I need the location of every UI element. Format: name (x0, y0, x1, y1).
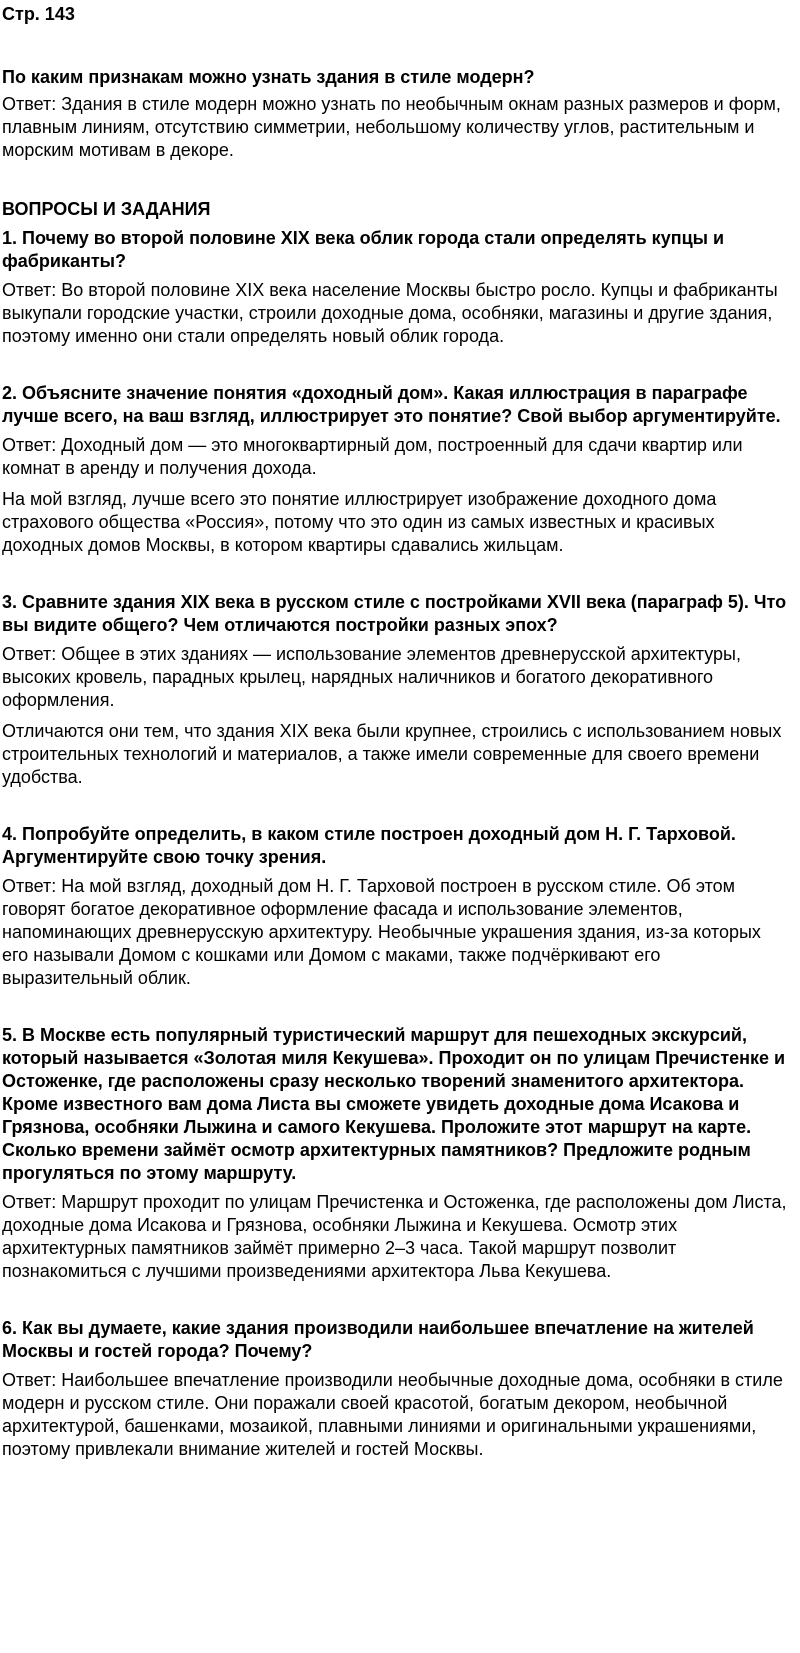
task-answer: Ответ: Общее в этих зданиях — использование элементов древнерусской архитектуры, высоких кровель, парадных крылец, нарядных наличников и богатого декоративного оформления. (2, 644, 741, 710)
task-question: 4. Попробуйте определить, в каком стиле построен доходный дом Н. Г. Тарховой. Аргументируйте свою точку зрения. (2, 824, 736, 867)
intro-answer: Ответ: Здания в стиле модерн можно узнать по необычным окнам разных размеров и форм, плавным линиям, отсутствию симметрии, небольшому количеству углов, растительным и морским мотивам в декоре. (2, 94, 781, 160)
task-answer: Ответ: Маршрут проходит по улицам Пречистенка и Остоженка, где расположены дом Листа, доходные дома Исакова и Грязнова, особняки Лыжина и Кекушева. Осмотр этих архитектурных памятников займёт примерно 2–3 часа. Такой маршрут позволит познакомиться с лучшими произведениями архитектора Льва Кекушева. (2, 1192, 787, 1281)
task-answer: На мой взгляд, лучше всего это понятие иллюстрирует изображение доходного дома страхового общества «Россия», потому что это один из самых известных и красивых доходных домов Москвы, в котором квартиры сдавались жильцам. (2, 489, 717, 555)
task-question: 1. Почему во второй половине XIX века облик города стали определять купцы и фабриканты? (2, 228, 725, 271)
task-question: 5. В Москве есть популярный туристический маршрут для пешеходных экскурсий, который называется «Золотая миля Кекушева». Проходит он по улицам Пречистенке и Остоженке, где расположены сразу несколько творений знаменитого архитектора. Кроме известного вам дома Листа вы сможете увидеть доходные дома Исакова и Грязнова, особняки Лыжина и самого Кекушева. Проложите этот маршрут на карте. Сколько времени займёт осмотр архитектурных памятников? Предложите родным прогуляться по этому маршруту. (2, 1025, 786, 1183)
task-item (2, 591, 792, 789)
task-item (2, 227, 792, 348)
task-item (2, 1024, 792, 1283)
task-answer: Ответ: Доходный дом — это многоквартирный дом, построенный для сдачи квартир или комнат в аренду и получения дохода. (2, 435, 743, 478)
task-question: 6. Как вы думаете, какие здания производили наибольшее впечатление на жителей Москвы и гостей города? Почему? (2, 1318, 754, 1361)
page-number: Стр. 143 (2, 4, 75, 24)
intro-question: По каким признакам можно узнать здания в стиле модерн? (2, 67, 535, 87)
task-question: 2. Объясните значение понятия «доходный дом». Какая иллюстрация в параграфе лучше всего, на ваш взгляд, иллюстрирует это понятие? Свой выбор аргументируйте. (2, 383, 781, 426)
task-answer: Ответ: На мой взгляд, доходный дом Н. Г. Тарховой построен в русском стиле. Об этом говорят богатое декоративное оформление фасада и использование элементов, напоминающих древнерусскую архитектуру. Необычные украшения здания, из-за которых его называли Домом с кошками или Домом с маками, также подчёркивают его выразительный облик. (2, 876, 761, 988)
task-item (2, 1317, 792, 1461)
task-answer: Отличаются они тем, что здания XIX века были крупнее, строились с использованием новых строительных технологий и материалов, а также имели современные для своего времени удобства. (2, 721, 782, 787)
task-question: 3. Сравните здания XIX века в русском стиле с постройками XVII века (параграф 5). Что вы видите общего? Чем отличаются постройки разных эпох? (2, 592, 787, 635)
task-answer: Ответ: Наибольшее впечатление производили необычные доходные дома, особняки в стиле модерн и русском стиле. Они поражали своей красотой, богатым декором, необычной архитектурой, башенками, мозаикой, плавными линиями и оригинальными украшениями, поэтому привлекали внимание жителей и гостей Москвы. (2, 1370, 783, 1459)
section-title: ВОПРОСЫ И ЗАДАНИЯ (2, 199, 211, 219)
task-answer: Ответ: Во второй половине XIX века население Москвы быстро росло. Купцы и фабриканты выкупали городские участки, строили доходные дома, особняки, магазины и другие здания, поэтому именно они стали определять новый облик города. (2, 280, 778, 346)
task-item (2, 382, 792, 557)
task-item (2, 823, 792, 990)
